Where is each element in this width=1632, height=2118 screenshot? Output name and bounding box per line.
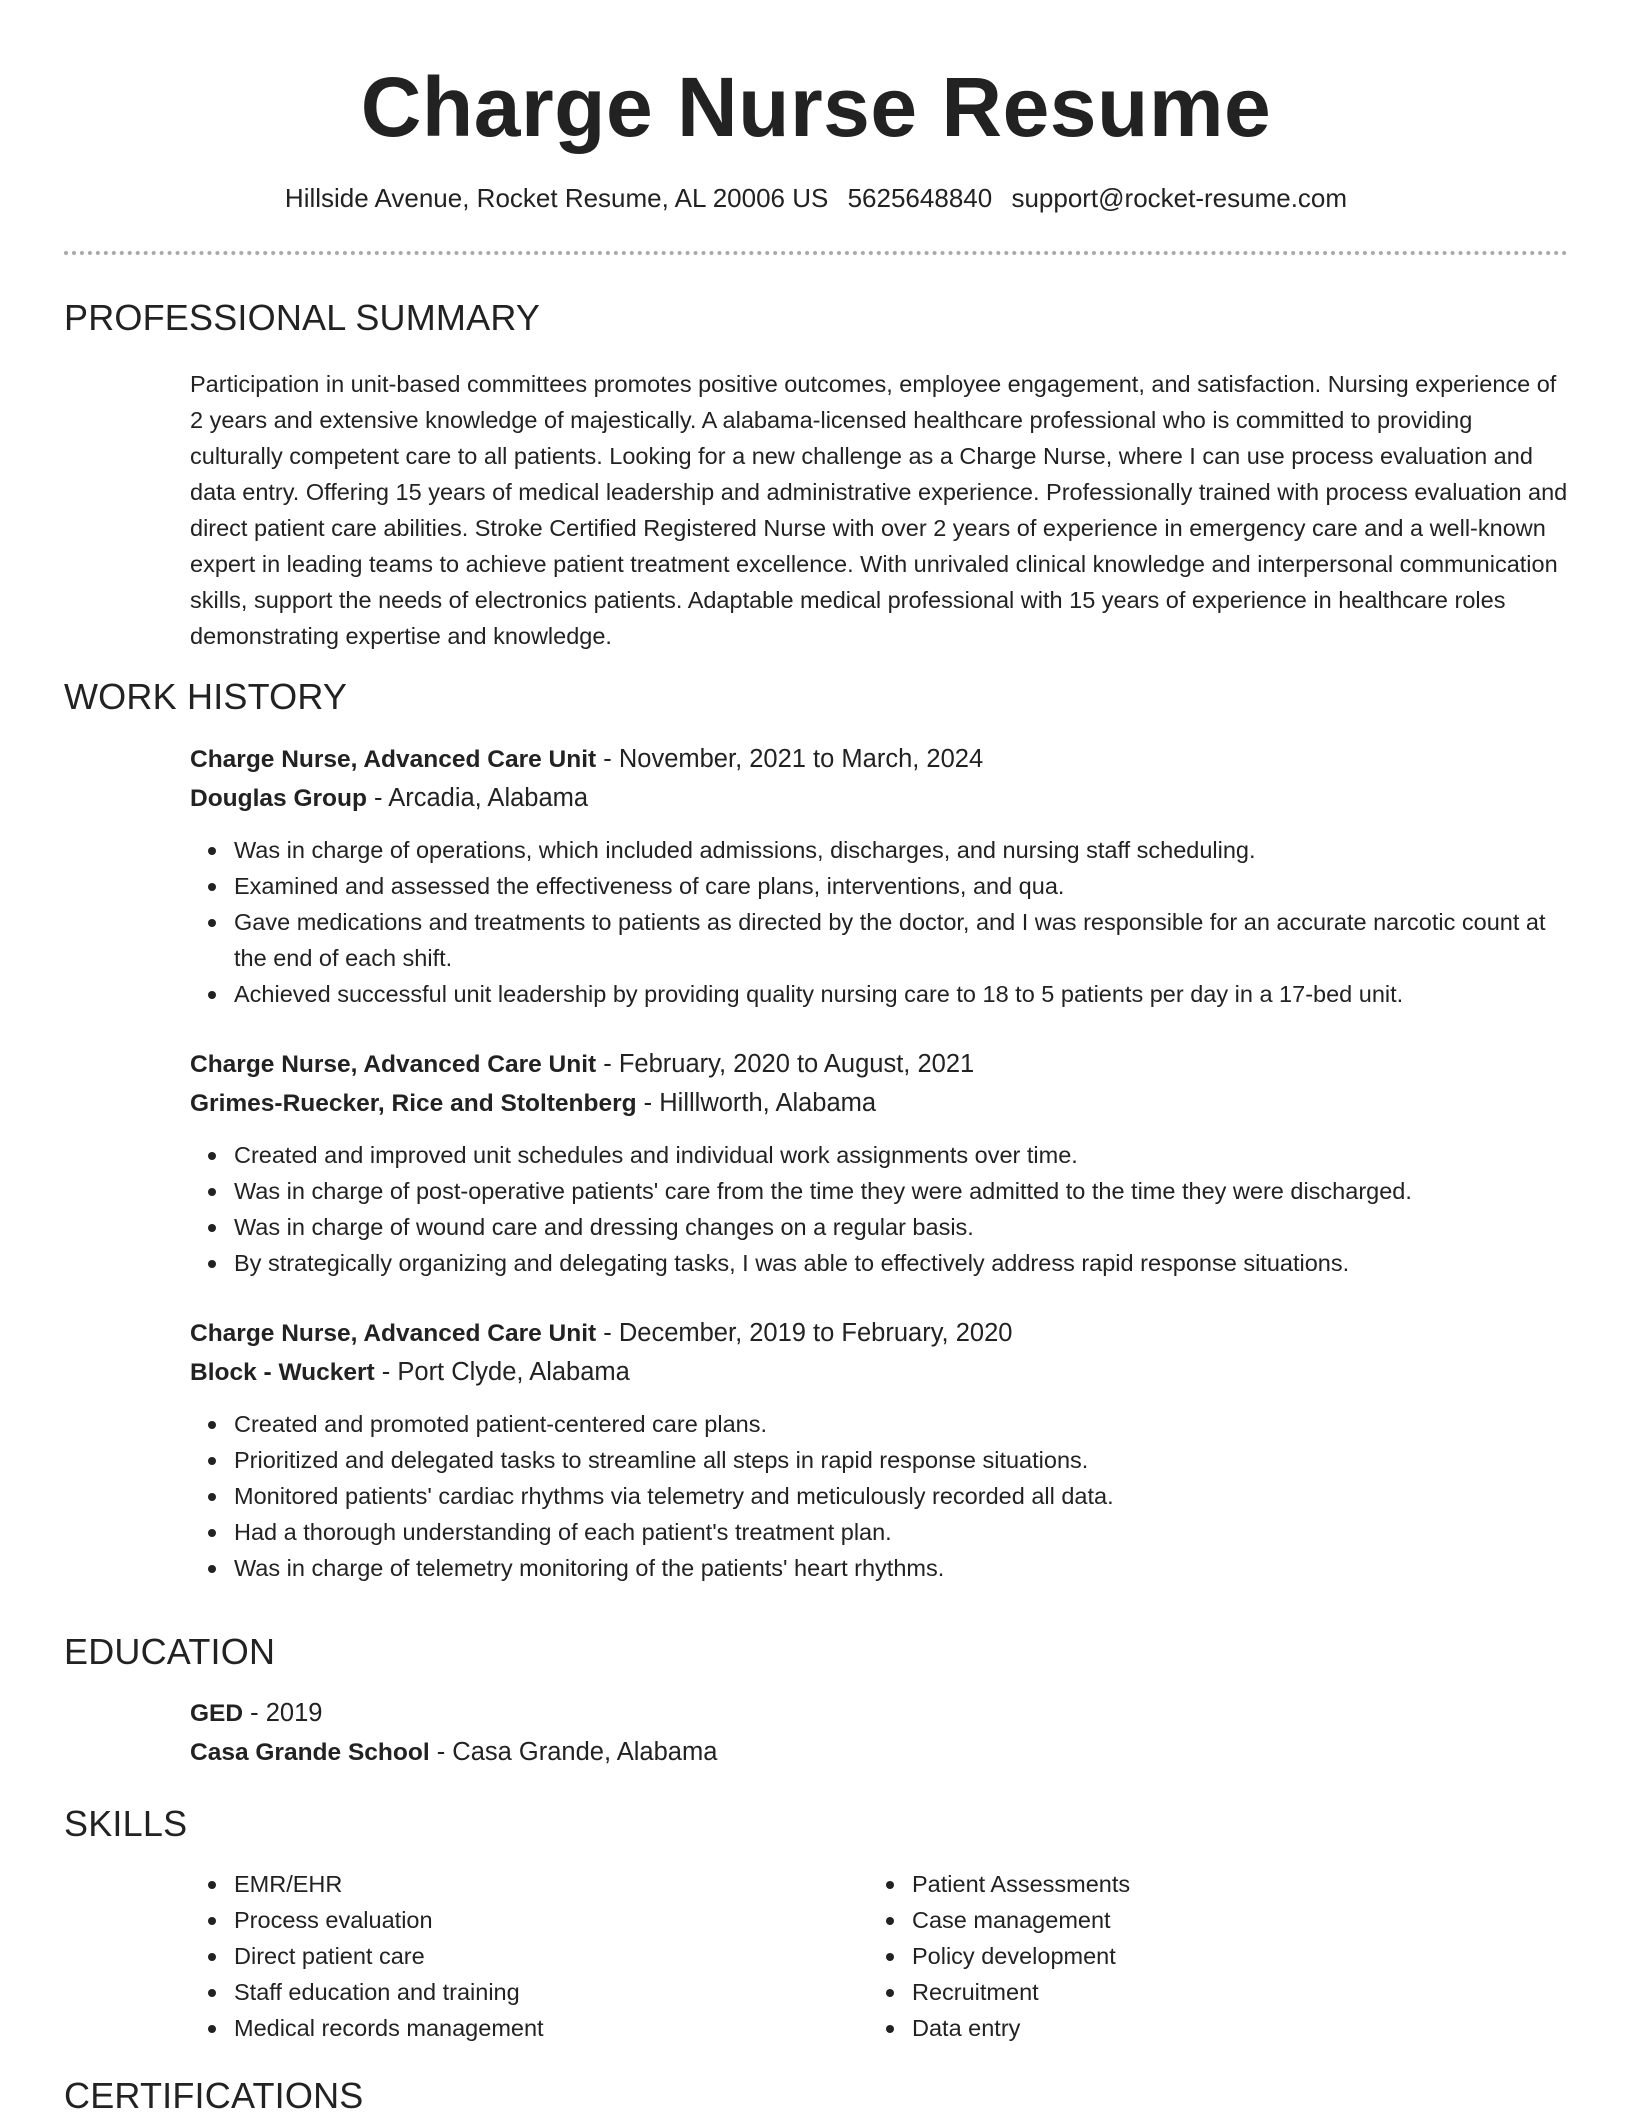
job-bullet-list	[190, 1406, 1570, 1586]
skill-item: Case management	[868, 1902, 1508, 1938]
skills-heading: SKILLS	[64, 1803, 188, 1844]
education-degree-line	[190, 1694, 1570, 1733]
job-entry	[190, 1045, 1570, 1281]
job-company: Block - Wuckert	[190, 1359, 375, 1386]
skill-item: Process evaluation	[190, 1902, 830, 1938]
skill-item: Data entry	[868, 2010, 1508, 2046]
skill-item: Policy development	[868, 1938, 1508, 1974]
skill-item: Direct patient care	[190, 1938, 830, 1974]
job-bullet: Created and promoted patient-centered care plans.	[234, 1406, 1570, 1442]
job-entry	[190, 740, 1570, 1012]
job-dates: - November, 2021 to March, 2024	[596, 745, 984, 773]
job-company-line	[190, 779, 1570, 818]
header-divider	[64, 251, 1568, 255]
job-bullet-list	[190, 832, 1570, 1012]
contact-phone: 5625648840	[847, 183, 993, 213]
resume-title: Charge Nurse Resume	[360, 60, 1272, 154]
education-entry	[190, 1694, 1570, 1772]
job-location: - Arcadia, Alabama	[366, 784, 589, 812]
job-company: Douglas Group	[190, 785, 367, 812]
certifications-heading: CERTIFICATIONS	[64, 2075, 364, 2116]
job-location: - Hilllworth, Alabama	[636, 1089, 877, 1117]
job-bullet: Was in charge of operations, which included admissions, discharges, and nursing staff scheduling.	[234, 832, 1570, 868]
job-bullet-list	[190, 1137, 1570, 1281]
education-school-line	[190, 1733, 1570, 1772]
job-dates: - December, 2019 to February, 2020	[596, 1319, 1013, 1347]
skill-item: Patient Assessments	[868, 1866, 1508, 1902]
job-company: Grimes-Ruecker, Rice and Stoltenberg	[190, 1090, 637, 1117]
education-school: Casa Grande School	[190, 1739, 430, 1766]
contact-email: support@rocket-resume.com	[1011, 183, 1348, 213]
job-location: - Port Clyde, Alabama	[374, 1358, 630, 1386]
education-heading: EDUCATION	[64, 1631, 276, 1672]
job-bullet: Was in charge of wound care and dressing changes on a regular basis.	[234, 1209, 1570, 1245]
job-bullet: Was in charge of telemetry monitoring of the patients' heart rhythms.	[234, 1550, 1570, 1586]
summary-text: Participation in unit-based committees promotes positive outcomes, employee engagement, and satisfaction. Nursing experience of 2 years and extensive knowledge of majestically. A alabama-licensed healthcare professional who is committed to providing culturally competent care to all patients. Looking for a new challenge as a Charge Nurse, where I can use process evaluation and data entry. Offering 15 years of medical leadership and administrative experience. Professionally trained with process evaluation and direct patient care abilities. Stroke Certified Registered Nurse with over 2 years of experience in emergency care and a well-known expert in leading teams to achieve patient treatment excellence. With unrivaled clinical knowledge and interpersonal communication skills, support the needs of electronics patients. Adaptable medical professional with 15 years of experience in healthcare roles demonstrating expertise and knowledge.	[190, 371, 1568, 649]
job-title-line	[190, 1045, 1570, 1084]
job-company-line	[190, 1353, 1570, 1392]
work-history-heading: WORK HISTORY	[64, 676, 348, 717]
education-location: - Casa Grande, Alabama	[429, 1738, 718, 1766]
job-bullet: By strategically organizing and delegating tasks, I was able to effectively address rapid response situations.	[234, 1245, 1570, 1281]
skill-item: Staff education and training	[190, 1974, 830, 2010]
skill-item: EMR/EHR	[190, 1866, 830, 1902]
skill-item: Medical records management	[190, 2010, 830, 2046]
summary-heading: PROFESSIONAL SUMMARY	[64, 297, 541, 338]
job-entry	[190, 1314, 1570, 1586]
skill-item: Recruitment	[868, 1974, 1508, 2010]
job-title-line	[190, 1314, 1570, 1353]
job-bullet: Examined and assessed the effectiveness of care plans, interventions, and qua.	[234, 868, 1570, 904]
job-dates: - February, 2020 to August, 2021	[596, 1050, 975, 1078]
job-bullet: Created and improved unit schedules and individual work assignments over time.	[234, 1137, 1570, 1173]
job-title: Charge Nurse, Advanced Care Unit	[190, 746, 597, 773]
skills-list-right	[868, 1866, 1508, 2046]
job-bullet: Monitored patients' cardiac rhythms via telemetry and meticulously recorded all data.	[234, 1478, 1570, 1514]
job-bullet: Achieved successful unit leadership by providing quality nursing care to 18 to 5 patients per day in a 17-bed unit.	[234, 976, 1570, 1012]
job-company-line	[190, 1084, 1570, 1123]
job-bullet: Gave medications and treatments to patients as directed by the doctor, and I was responsible for an accurate narcotic count at the end of each shift.	[234, 904, 1570, 976]
contact-address: Hillside Avenue, Rocket Resume, AL 20006 US	[284, 183, 829, 213]
education-year: - 2019	[243, 1699, 323, 1727]
job-title: Charge Nurse, Advanced Care Unit	[190, 1320, 597, 1347]
skills-list-left	[190, 1866, 830, 2046]
job-bullet: Prioritized and delegated tasks to streamline all steps in rapid response situations.	[234, 1442, 1570, 1478]
job-title: Charge Nurse, Advanced Care Unit	[190, 1051, 597, 1078]
contact-line	[0, 180, 1632, 216]
job-bullet: Had a thorough understanding of each patient's treatment plan.	[234, 1514, 1570, 1550]
education-degree: GED	[190, 1700, 244, 1727]
job-title-line	[190, 740, 1570, 779]
job-bullet: Was in charge of post-operative patients' care from the time they were admitted to the time they were discharged.	[234, 1173, 1570, 1209]
